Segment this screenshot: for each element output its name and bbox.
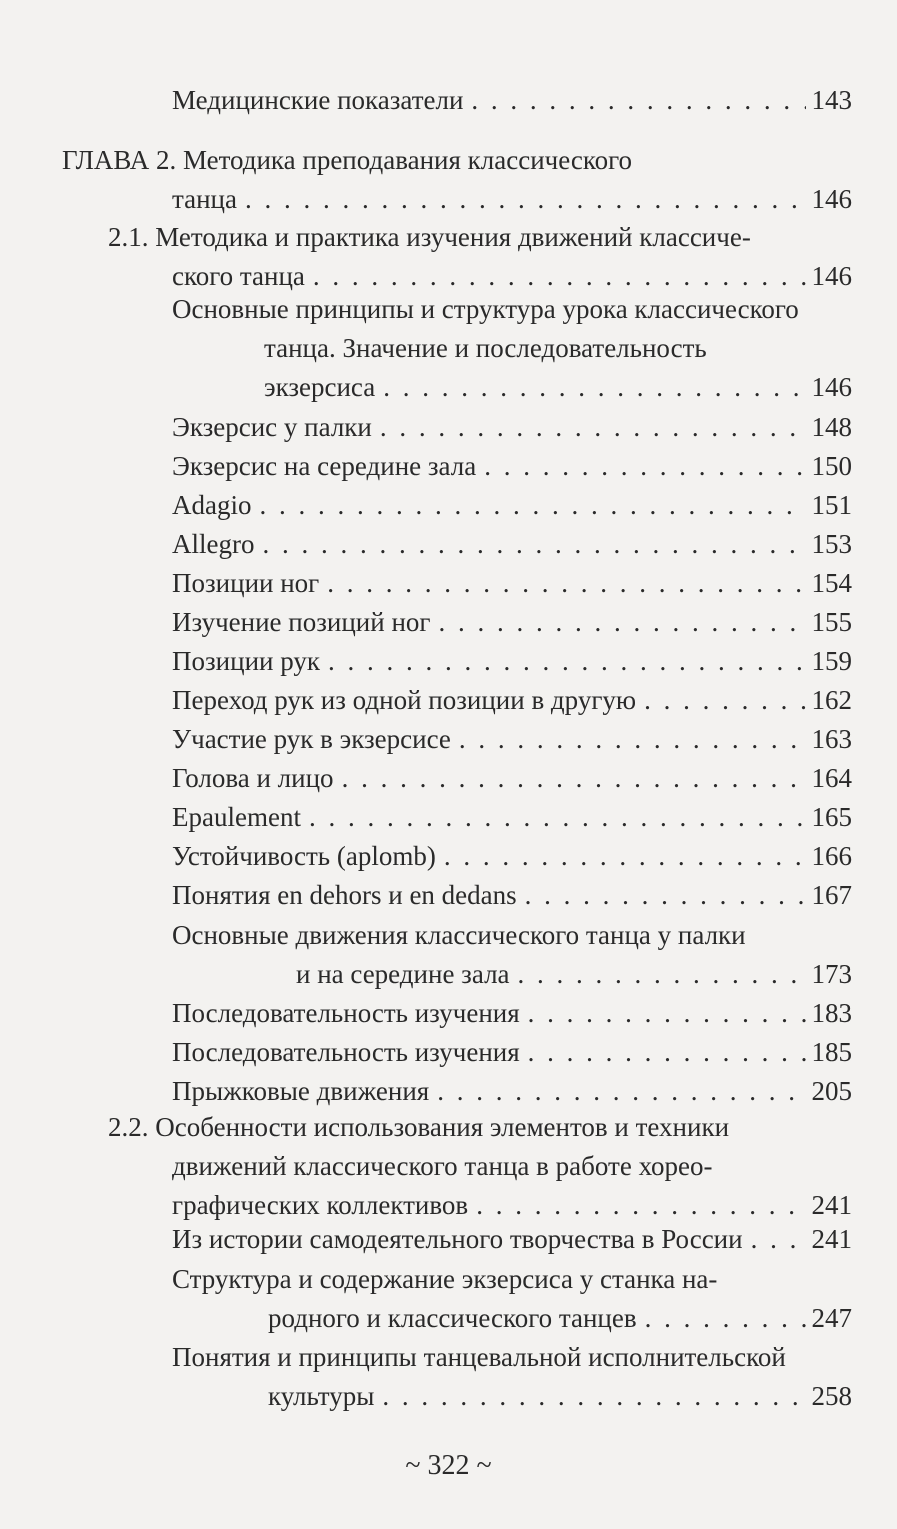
toc-entry [172,1072,852,1111]
toc-page-number: 166 [811,841,852,871]
toc-entry [172,916,852,994]
toc-page-number: 153 [811,529,852,559]
toc-entry [172,81,852,120]
leader-dots [525,876,806,915]
toc-page-number: 173 [811,959,852,989]
toc-page-number: 159 [811,646,852,676]
leader-dots [245,180,806,219]
toc-entry-title: ГЛАВА 2. Методика преподавания классического [62,145,633,175]
toc-page-number: 247 [811,1303,852,1333]
toc-entry-title: Изучение позиций ног [172,607,431,637]
toc-entry-title: Adagio [172,490,252,520]
leader-dots [380,408,806,447]
toc-page-number: 183 [811,998,852,1028]
leader-dots [528,994,806,1033]
toc-page-number: 163 [811,724,852,754]
leader-dots [459,720,806,759]
section-heading [108,1108,852,1225]
toc-page-number: 146 [811,261,852,291]
toc-page-number: 164 [811,763,852,793]
leader-dots [342,759,806,798]
toc-entry-title: Понятия и принципы танцевальной исполнительской [172,1342,786,1372]
toc-entry-title: Позиции рук [172,646,320,676]
toc-entry [172,720,852,759]
toc-entry [172,994,852,1033]
toc-entry-title: Участие рук в экзерсисе [172,724,451,754]
toc-entry [172,681,852,720]
chapter-heading [62,141,852,219]
toc-entry-title: Из истории самодеятельного творчества в России [172,1224,743,1254]
toc-entry-title: 2.1. Методика и практика изучения движений классиче- [108,222,751,252]
leader-dots [383,368,805,407]
toc-entry [172,447,852,486]
toc-entry [172,1033,852,1072]
toc-entry-title-cont: танца [172,184,237,214]
toc-page-number: 241 [811,1224,852,1254]
leader-dots [518,955,806,994]
toc-entry-title: Переход рук из одной позиции в другую [172,685,637,715]
toc-page-number: 148 [811,412,852,442]
toc-entry-title: Голова и лицо [172,763,334,793]
toc-entry-title: Медицинские показатели [172,85,464,115]
toc-entry [172,759,852,798]
toc-page-number: 258 [811,1381,852,1411]
toc-entry [172,837,852,876]
toc-entry [172,798,852,837]
section-heading [108,218,852,296]
page-number: ~ 322 ~ [405,1450,492,1481]
toc-entry [172,603,852,642]
toc-entry [172,1338,852,1416]
leader-dots [471,81,805,120]
toc-entry-title-cont: культуры [268,1381,375,1411]
toc-page-number: 150 [811,451,852,481]
toc-entry-title: Прыжковые движения [172,1076,430,1106]
leader-dots [437,1072,805,1111]
toc-page-number: 146 [811,184,852,214]
leader-dots [438,603,805,642]
toc-entry [172,642,852,681]
leader-dots [327,564,805,603]
toc-page-number: 165 [811,802,852,832]
toc-entry-title: Allegro [172,529,255,559]
toc-entry [172,876,852,915]
toc-entry [172,1220,852,1259]
toc-entry-title: Основные движения классического танца у палки [172,920,746,950]
toc-entry-title: Понятия en dehors и en dedans [172,880,517,910]
toc-entry [172,408,852,447]
toc-entry [172,486,852,525]
toc-entry-title: Epaulement [172,802,301,832]
toc-entry-title: Экзерсис у палки [172,412,372,442]
toc-entry-title-cont: движений классического танца в работе хорео- [172,1151,713,1181]
toc-page-number: 185 [811,1037,852,1067]
toc-page-number: 167 [811,880,852,910]
leader-dots [645,1299,806,1338]
leader-dots [644,681,805,720]
toc-entry-title: Устойчивость (aplomb) [172,841,436,871]
toc-entry-title: Экзерсис на середине зала [172,451,477,481]
toc-entry [172,525,852,564]
toc-page-number: 151 [811,490,852,520]
toc-page-number: 146 [811,372,852,402]
toc-entry-title-cont: ского танца [172,261,305,291]
toc-entry-title-cont: экзерсиса [264,372,376,402]
toc-page-number: 155 [811,607,852,637]
leader-dots [751,1220,806,1259]
toc-entry-title-cont: танца. Значение и последовательность [264,333,707,363]
toc-entry-title-cont: графических коллективов [172,1190,469,1220]
toc-entry-title: 2.2. Особенности использования элементов и техники [108,1112,730,1142]
toc-entry-title-cont: и на середине зала [296,959,510,989]
leader-dots [328,642,806,681]
leader-dots [382,1377,805,1416]
leader-dots [484,447,805,486]
toc-page-number: 205 [811,1076,852,1106]
toc-entry [172,290,852,407]
toc-entry-title: Последовательность изучения [172,998,520,1028]
toc-entry-title: Последовательность изучения [172,1037,520,1067]
toc-page-number: 162 [811,685,852,715]
toc-page-number: 241 [811,1190,852,1220]
leader-dots [262,525,805,564]
toc-entry-title: Структура и содержание экзерсиса у станка на- [172,1264,718,1294]
leader-dots [309,798,806,837]
leader-dots [444,837,806,876]
toc-entry-title: Позиции ног [172,568,320,598]
leader-dots [528,1033,806,1072]
toc-entry [172,564,852,603]
toc-entry-title: Основные принципы и структура урока классического [172,294,799,324]
toc-entry [172,1260,852,1338]
toc-entry-title-cont: родного и классического танцев [268,1303,637,1333]
leader-dots [259,486,805,525]
toc-page-number: 154 [811,568,852,598]
toc-page-number: 143 [811,85,852,115]
